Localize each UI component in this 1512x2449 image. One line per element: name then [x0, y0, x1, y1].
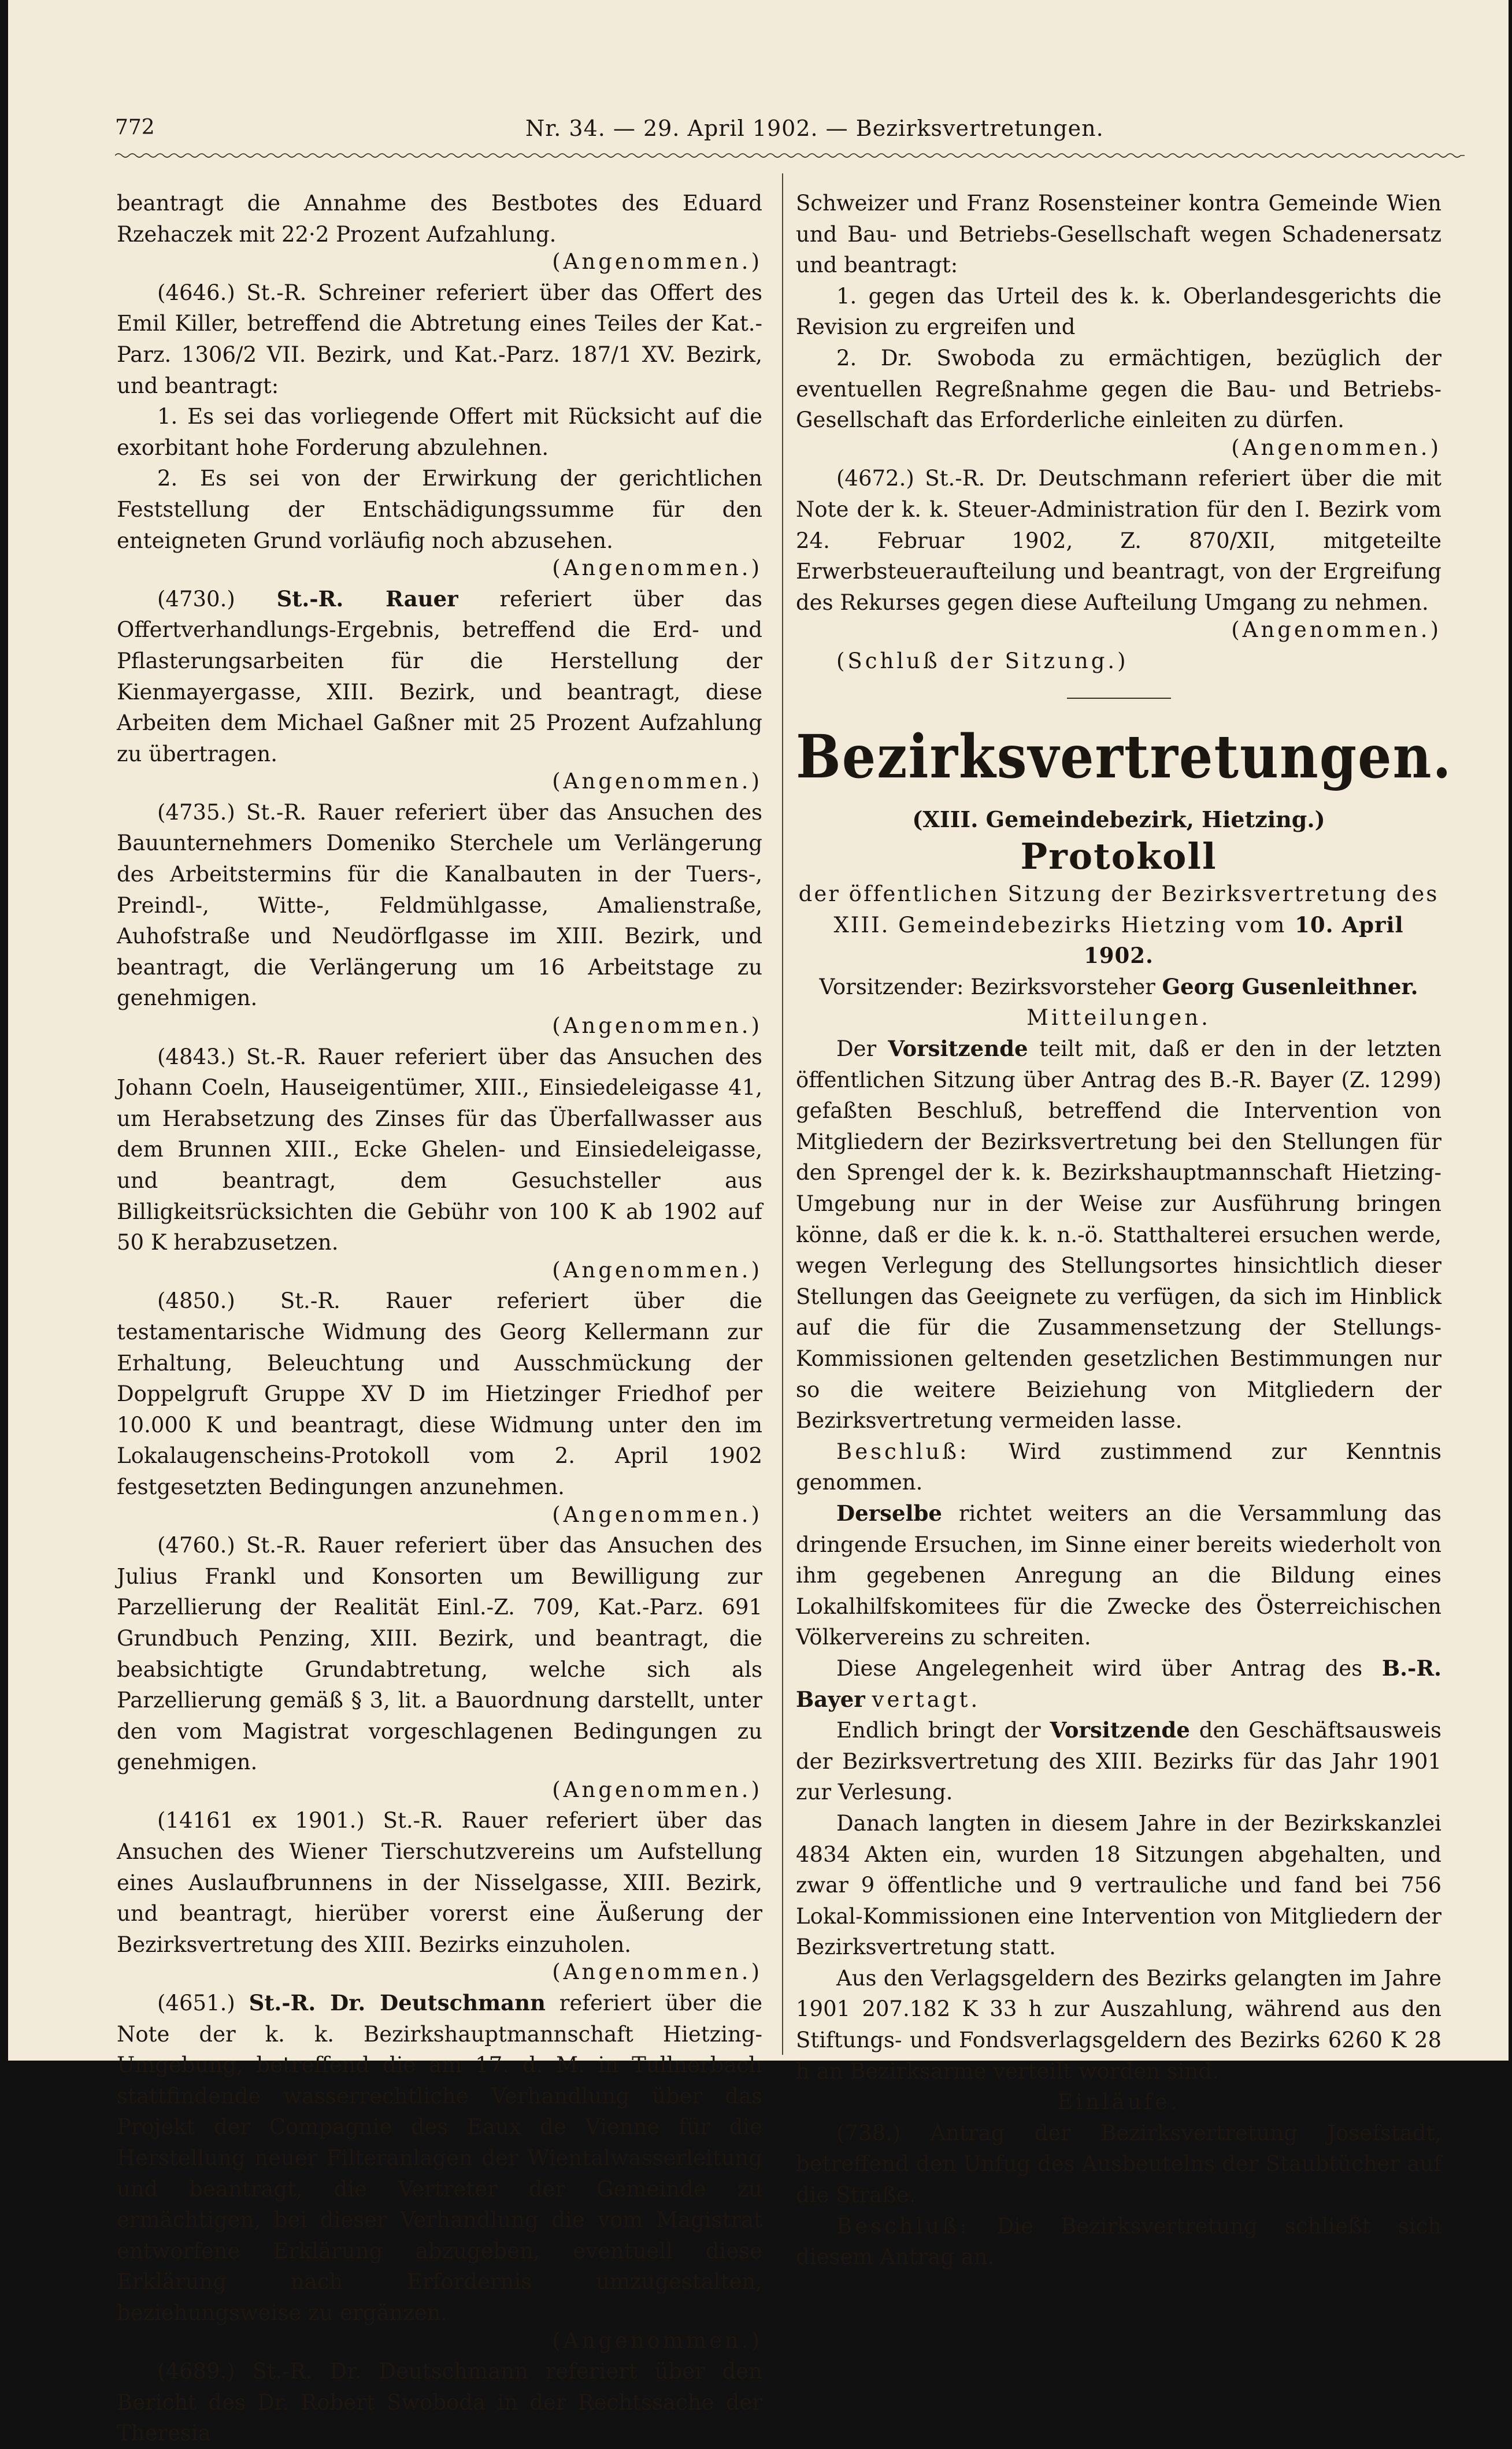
signature-accepted: (Angenommen.)	[552, 1013, 762, 1039]
session-date: 10. April 1902.	[1084, 912, 1404, 969]
paragraph: (4760.) St.-R. Rauer referiert über das Ansuchen des Julius Frankl und Konsorten um Bewilligung zur Parzellierung der Realität Einl.-Z. 709, Kat.-Parz. 691 Grundbuch Penzing, XIII. Bezirk, und beantragt, die beabsichtigte Grundabtretung, welche sich als Parzellierung gemäß § 3, lit. a Bauordnung darstellt, unter den vom Magistrat vorgeschlagenen Bedingungen zu genehmigen.	[117, 1533, 762, 1775]
signature-accepted: (Angenommen.)	[552, 555, 762, 581]
left-column	[117, 188, 762, 2449]
district-subtitle: (XIII. Gemeindebezirk, Hietzing.)	[912, 806, 1325, 832]
paragraph: 1. Es sei das vorliegende Offert mit Rücksicht auf die exorbitant hohe Forderung abzulehnen.	[117, 404, 762, 460]
paragraph: (4651.) St.-R. Dr. Deutschmann referiert über die Note der k. k. Bezirkshauptmannschaft Hietzing-Umgebung, betreffend die am 17. d. M. in Tullnerbach stattfindende wasserrechtliche Verhandlung über das Projekt der Compagnie des Eaux de Vienne für die Herstellung neuer Filteranlagen der Wientalwasserleitung und beantragt, die Vertreter der Gemeinde zu ermächtigen, bei dieser Verhandlung die vom Magistrat entworfene Erklärung abzugeben, eventuell diese Erklärung nach Erfordernis umzugestalten, beziehungsweise zu ergänzen.	[117, 1990, 763, 2325]
paragraph: (4730.) St.-R. Rauer referiert über das Offertverhandlungs-Ergebnis, betreffend die Erd- und Pflasterungsarbeiten für die Herstellung der Kienmayergasse, XIII. Bezirk, und beantragt, diese Arbeiten dem Michael Gaßner mit 25 Prozent Aufzahlung zu übertragen.	[117, 586, 762, 766]
chair-line: Vorsitzender: Bezirksvorsteher Georg Gusenleithner.	[819, 973, 1418, 999]
paragraph: (4735.) St.-R. Rauer referiert über das Ansuchen des Bauunternehmers Domeniko Sterchele um Verlängerung des Arbeitstermins für die Kanalbauten in der Tuers-, Preindl-, Witte-, Feldmühlgasse, Amalienstraße, Auhofstraße und Neudörflgasse im XIII. Bezirk, und beantragt, die Verlängerung um 16 Arbeitstage zu genehmigen.	[117, 799, 762, 1011]
page-header	[115, 116, 1465, 148]
paragraph: (14161 ex 1901.) St.-R. Rauer referiert über das Ansuchen des Wiener Tierschutzvereins um Aufstellung eines Auslaufbrunnens in der Nisselgasse, XIII. Bezirk, und beantragt, hierüber vorerst eine Äußerung der Bezirksvertretung des XIII. Bezirks einzuholen.	[117, 1808, 762, 1957]
paragraph: Aus den Verlagsgeldern des Bezirks gelangten im Jahre 1901 207.182 K 33 h zur Auszahlung, während aus den Stiftungs- und Fondsverlagsgeldern des Bezirks 6260 K 28 h an Bezirksarme verteilt worden sind.	[796, 1965, 1441, 2084]
paragraph: 2. Dr. Swoboda zu ermächtigen, bezüglich der eventuellen Regreßnahme gegen die Bau- und Betriebs-Gesellschaft das Erforderliche einleiten zu dürfen.	[796, 345, 1441, 433]
paragraph: Derselbe richtet weiters an die Versammlung das dringende Ersuchen, im Sinne einer bereits wiederholt von ihm gegebenen Anregung an die Bildung eines Lokalhilfskomitees für die Zwecke des Österreichischen Völkervereins zu schreiten.	[796, 1500, 1441, 1650]
paragraph: Der Vorsitzende teilt mit, daß er den in der letzten öffentlichen Sitzung über Antrag des B.-R. Bayer (Z. 1299) gefaßten Beschluß, betreffend die Intervention von Mitgliedern der Bezirksvertretung bei den Stellungen für den Sprengel der k. k. Bezirkshauptmannschaft Hietzing-Umgebung nur in der Weise zur Ausführung bringen könne, daß er die k. k. n.-ö. Statthalterei ersuchen werde, wegen Verlegung des Stellungsortes hinsichtlich dieser Stellungen das Geeignete zu verfügen, da sich im Hinblick auf die für die Zusammensetzung der Stellungs-Kommissionen geltenden gesetzlichen Bestimmungen nur so die weitere Beiziehung von Mitgliedern der Bezirksvertretung vermeiden lasse.	[796, 1036, 1442, 1433]
paragraph: (4646.) St.-R. Schreiner referiert über das Offert des Emil Killer, betreffend die Abtretung eines Teiles der Kat.-Parz. 1306/2 VII. Bezirk, und Kat.-Parz. 187/1 XV. Bezirk, und beantragt:	[117, 280, 762, 398]
paragraph: Endlich bringt der Vorsitzende den Geschäftsausweis der Bezirksvertretung des XIII. Bezirks für das Jahr 1901 zur Verlesung.	[796, 1717, 1442, 1805]
running-title: Nr. 34. — 29. April 1902. — Bezirksvertretungen.	[525, 116, 1104, 141]
signature-accepted: (Angenommen.)	[552, 1502, 762, 1527]
signature-accepted: (Angenommen.)	[552, 1777, 762, 1802]
resolution: Beschluß: Die Bezirksvertretung schließt sich diesem Antrag an.	[796, 2213, 1441, 2270]
paragraph: (738.) Antrag der Bezirksvertretung Josefstadt, betreffend den Unfug des Ausbeutelns der Staubtücher auf die Straße.	[796, 2120, 1441, 2208]
paragraph: beantragt die Annahme des Bestbotes des Eduard Rzehaczek mit 22·2 Prozent Aufzahlung.	[117, 191, 762, 247]
session-close: (Schluß der Sitzung.)	[836, 648, 1129, 673]
signature-accepted: (Angenommen.)	[552, 1959, 762, 1985]
paragraph: 1. gegen das Urteil des k. k. Oberlandesgerichts die Revision zu ergreifen und	[796, 283, 1441, 340]
paragraph: Danach langten in diesem Jahre in der Bezirkskanzlei 4834 Akten ein, wurden 18 Sitzungen abgehalten, und zwar 9 öffentliche und 9 vertrauliche und fand bei 756 Lokal-Kommissionen eine Intervention von Mitgliedern der Bezirksvertretung statt.	[796, 1810, 1441, 1960]
resolution: Beschluß: Wird zustimmend zur Kenntnis genommen.	[796, 1439, 1441, 1495]
section-rule	[1067, 698, 1171, 699]
session-line-1: der öffentlichen Sitzung der Bezirksvertretung des	[798, 881, 1439, 907]
einlaeufe-heading: Einläufe.	[1057, 2089, 1180, 2115]
signature-accepted: (Angenommen.)	[1231, 435, 1441, 460]
mitteilungen-heading: Mitteilungen.	[1026, 1005, 1211, 1031]
protokoll-heading: Protokoll	[1020, 835, 1217, 878]
paragraph: Diese Angelegenheit wird über Antrag des B.-R. Bayer vertagt.	[796, 1655, 1441, 1712]
signature-accepted: (Angenommen.)	[1231, 617, 1441, 643]
header-wavy-rule	[115, 151, 1465, 160]
session-line-2: XIII. Gemeindebezirks Hietzing vom 10. April 1902.	[833, 912, 1404, 969]
paragraph: (4850.) St.-R. Rauer referiert über die testamentarische Widmung des Georg Kellermann zur Erhaltung, Beleuchtung und Ausschmückung der Doppelgruft Gruppe XV D im Hietzinger Friedhof per 10.000 K und beantragt, diese Widmung unter den im Lokalaugenscheins-Protokoll vom 2. April 1902 festgesetzten Bedingungen anzunehmen.	[117, 1288, 762, 1499]
signature-accepted: (Angenommen.)	[552, 1257, 762, 1283]
paragraph: 2. Es sei von der Erwirkung der gerichtlichen Feststellung der Entschädigungssumme für den enteigneten Grund vorläufig noch abzusehen.	[117, 466, 762, 553]
paragraph: (4672.) St.-R. Dr. Deutschmann referiert über die mit Note der k. k. Steuer-Administration für den I. Bezirk vom 24. Februar 1902, Z. 870/XII, mitgeteilte Erwerbsteueraufteilung und beantragt, von der Ergreifung des Rekurses gegen diese Aufteilung Umgang zu nehmen.	[796, 466, 1441, 615]
signature-accepted: (Angenommen.)	[552, 2328, 762, 2353]
paragraph: (4689.) St.-R. Dr. Deutschmann referiert über den Bericht des Dr. Robert Swoboda in der Rechtssache der Theresia	[117, 2359, 762, 2446]
signature-accepted: (Angenommen.)	[552, 249, 762, 275]
speaker-name: St.-R. Dr. Deutschmann	[249, 1990, 546, 2016]
paragraph: Schweizer und Franz Rosensteiner kontra Gemeinde Wien und Bau- und Betriebs-Gesellschaft wegen Schadenersatz und beantragt:	[796, 191, 1441, 278]
page-sheet	[8, 0, 1509, 2446]
section-title: Bezirksvertretungen.	[796, 721, 1452, 791]
right-column	[796, 188, 1452, 2273]
page-number: 772	[115, 116, 155, 139]
chair-name: Georg Gusenleithner.	[1162, 973, 1418, 999]
paragraph: (4843.) St.-R. Rauer referiert über das Ansuchen des Johann Coeln, Hauseigentümer, XIII., Einsiedeleigasse 41, um Herabsetzung des Zinses für das Überfallwasser aus dem Brunnen XIII., Ecke Ghelen- und Einsiedeleigasse, und beantragt, dem Gesuchsteller aus Billigkeitsrücksichten die Gebühr von 100 K ab 1902 auf 50 K herabzusetzen.	[117, 1044, 762, 1255]
speaker-name: St.-R. Rauer	[276, 586, 458, 612]
signature-accepted: (Angenommen.)	[552, 769, 762, 794]
column-divider	[782, 173, 783, 2055]
